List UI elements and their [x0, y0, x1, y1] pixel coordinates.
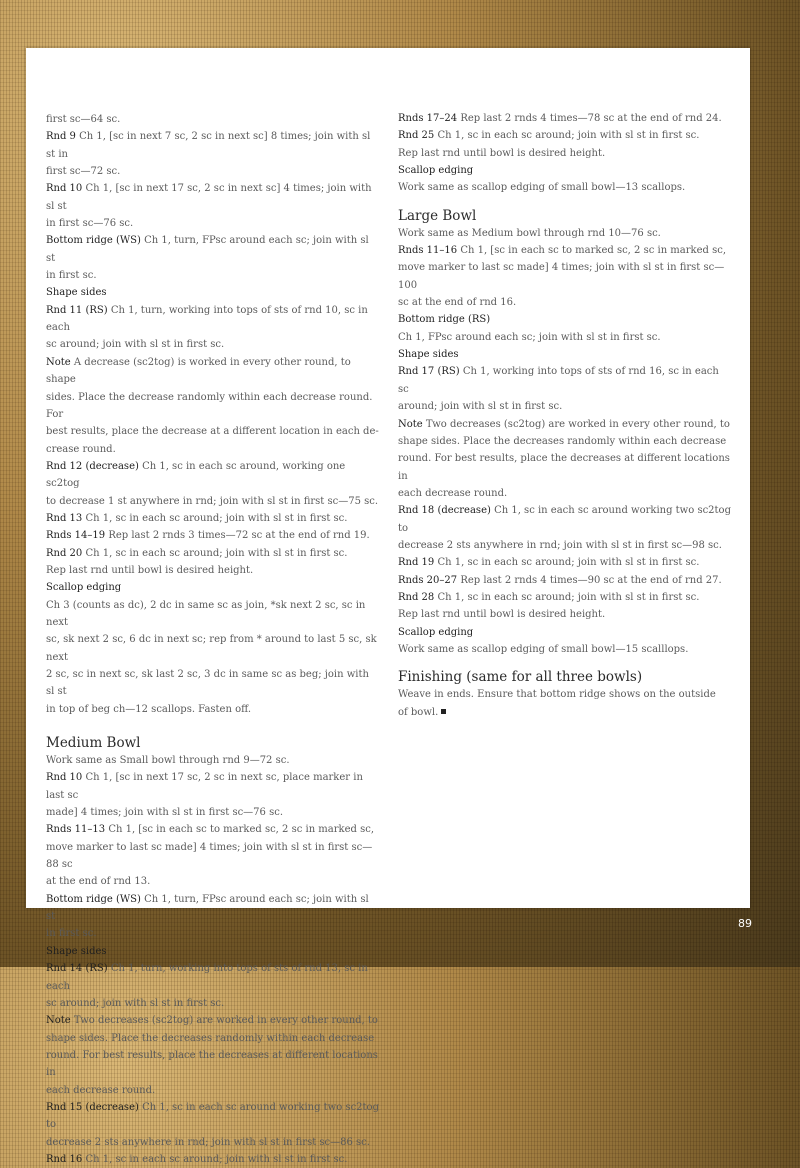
text-span: in first sc.	[46, 270, 97, 282]
text-line	[46, 1030, 380, 1047]
text-line	[46, 804, 380, 821]
text-line	[46, 336, 380, 353]
text-span: made] 4 times; join with sl st in first sc—76 sc.	[46, 807, 283, 819]
text-line	[46, 1082, 380, 1099]
text-line	[398, 329, 732, 346]
instruction-text: Ch 1, sc in each sc around; join with sl st in first sc.	[82, 1153, 348, 1165]
text-line	[398, 259, 732, 294]
text-span: Ch 3 (counts as dc), 2 dc in same sc as join, *sk next 2 sc, sc in next	[46, 599, 366, 628]
instruction-label: Rnds 11–16	[398, 245, 458, 257]
right-column	[398, 110, 732, 721]
text-line	[398, 398, 732, 415]
instruction-label: Rnd 28	[398, 591, 435, 603]
text-line	[46, 562, 380, 579]
text-span: Ch 1, FPsc around each sc; join with sl st in first sc.	[398, 331, 661, 343]
instruction-line	[46, 545, 380, 562]
text-line	[398, 606, 732, 623]
instruction-label: Rnd 20	[46, 547, 83, 559]
text-line	[46, 267, 380, 284]
text-span: sides. Place the decrease randomly within each decrease round. For	[46, 391, 373, 420]
instruction-label: Rnds 20–27	[398, 574, 458, 586]
text-line	[46, 1047, 380, 1082]
text-line	[46, 631, 380, 666]
text-span: in first sc.	[46, 928, 97, 940]
text-line	[46, 493, 380, 510]
spacer	[398, 658, 732, 668]
section-heading: Large Bowl	[398, 207, 477, 224]
page-number: 89	[738, 917, 752, 930]
text-line	[46, 925, 380, 942]
text-span: Work same as Small bowl through rnd 9—72 sc.	[46, 755, 290, 767]
text-line	[398, 485, 732, 502]
text-span: Rep last rnd until bowl is desired height.	[46, 564, 254, 576]
subheading: Bottom ridge (RS)	[398, 314, 491, 326]
instruction-label: Rnd 10	[46, 183, 83, 195]
left-column	[46, 111, 380, 1168]
instruction-line	[398, 363, 732, 398]
text-span: Rep last rnd until bowl is desired height.	[398, 609, 606, 621]
text-span: in first sc—76 sc.	[46, 218, 134, 230]
text-span: sc around; join with sl st in first sc.	[46, 997, 225, 1009]
subheading: Scallop edging	[398, 165, 474, 177]
instruction-label: Rnds 17–24	[398, 113, 458, 124]
text-span: to decrease 1 st anywhere in rnd; join with sl st in first sc—75 sc.	[46, 495, 379, 507]
instruction-line	[46, 821, 380, 838]
instruction-text: Rep last 2 rnds 4 times—90 sc at the end of rnd 27.	[457, 574, 722, 586]
instruction-text: Ch 1, turn, FPsc around each sc; join with sl st	[46, 235, 369, 264]
instruction-text: Ch 1, sc in each sc around; join with sl st in first sc.	[434, 557, 700, 569]
instruction-line	[46, 302, 380, 337]
instruction-label: Rnd 13	[46, 512, 83, 524]
instruction-text: Ch 1, [sc in each sc to marked sc, 2 sc in marked sc,	[105, 824, 375, 836]
instruction-label: Rnd 16	[46, 1153, 83, 1165]
instruction-line	[398, 554, 732, 571]
instruction-text: Ch 1, sc in each sc around; join with sl st in first sc.	[82, 547, 348, 559]
instruction-text: Ch 1, sc in each sc around, working one sc2tog	[46, 460, 346, 490]
text-span: crease round.	[46, 443, 116, 455]
text-span: round. For best results, place the decreases at different locations in	[46, 1049, 378, 1079]
subheading: Scallop edging	[46, 582, 122, 594]
text-span: first sc—72 sc.	[46, 166, 121, 178]
instruction-text: Ch 1, sc in each sc around working two sc2tog to	[398, 505, 731, 534]
text-span: first sc—64 sc.	[46, 114, 121, 125]
instruction-text: Ch 1, sc in each sc around; join with sl st in first sc.	[82, 512, 348, 524]
spacer	[398, 197, 732, 207]
instruction-label: Note	[46, 356, 71, 368]
instruction-line	[46, 128, 380, 163]
text-line	[46, 995, 380, 1012]
text-span: sc, sk next 2 sc, 6 dc in next sc; rep from * around to last 5 sc, sk next	[46, 634, 377, 663]
end-mark-icon	[441, 709, 446, 714]
instruction-label: Rnd 17 (RS)	[398, 366, 460, 378]
instruction-line	[46, 458, 380, 493]
instruction-label: Bottom ridge (WS)	[46, 235, 141, 247]
instruction-label: Rnd 14 (RS)	[46, 963, 108, 975]
instruction-label: Rnd 11 (RS)	[46, 304, 108, 316]
instruction-line	[398, 110, 732, 127]
instruction-text: Ch 1, sc in each sc around; join with sl st in first sc.	[434, 591, 700, 603]
instruction-label: Rnd 18 (decrease)	[398, 505, 491, 517]
text-span: move marker to last sc made] 4 times; join with sl st in first sc—88 sc	[46, 841, 373, 871]
instruction-text: Ch 1, [sc in next 7 sc, 2 sc in next sc] 8 times; join with sl st in	[46, 131, 371, 160]
text-span: each decrease round.	[46, 1084, 156, 1096]
instruction-text: Ch 1, turn, FPsc around each sc; join with sl st	[46, 893, 369, 923]
instruction-text: Ch 1, [sc in next 17 sc, 2 sc in next sc, place marker in last sc	[46, 772, 363, 801]
instruction-text: Two decreases (sc2tog) are worked in every other round, to	[422, 418, 730, 430]
instruction-label: Bottom ridge (WS)	[46, 893, 141, 905]
text-span: round. For best results, place the decreases at different locations in	[398, 453, 730, 482]
text-line	[46, 111, 380, 128]
text-line	[398, 537, 732, 554]
subheading: Scallop edging	[398, 626, 474, 638]
instruction-line	[398, 589, 732, 606]
spacer	[46, 718, 380, 734]
text-span: move marker to last sc made] 4 times; join with sl st in first sc—100	[398, 262, 725, 291]
instruction-label: Rnd 9	[46, 131, 76, 143]
instruction-label: Rnds 14–19	[46, 530, 106, 542]
text-line	[46, 215, 380, 232]
instruction-text: Ch 1, turn, working into tops of sts of rnd 13, sc in each	[46, 963, 368, 992]
text-line	[398, 294, 732, 311]
instruction-label: Note	[398, 418, 423, 430]
text-line	[46, 597, 380, 632]
text-line	[46, 423, 380, 440]
instruction-line	[46, 1099, 380, 1134]
instruction-label: Rnd 25	[398, 130, 435, 142]
text-line	[398, 686, 732, 703]
instruction-label: Rnd 19	[398, 557, 435, 569]
instruction-line	[46, 180, 380, 215]
instruction-line	[46, 510, 380, 527]
instruction-text: Ch 1, sc in each sc around working two sc2tog to	[46, 1101, 379, 1131]
text-span: Work same as Medium bowl through rnd 10—76 sc.	[398, 227, 661, 239]
instruction-line	[46, 232, 380, 267]
text-span: best results, place the decrease at a different location in each de-	[46, 426, 379, 438]
text-line	[398, 704, 732, 721]
text-line	[46, 752, 380, 769]
instruction-line	[46, 769, 380, 804]
text-span: sc at the end of rnd 16.	[398, 297, 517, 309]
instruction-line	[46, 1012, 380, 1029]
text-span: Work same as scallop edging of small bowl—15 scalllops.	[398, 643, 689, 655]
instruction-label: Rnd 12 (decrease)	[46, 460, 139, 472]
text-line	[46, 839, 380, 874]
text-span: shape sides. Place the decreases randomly within each decrease	[398, 435, 727, 447]
instruction-label: Note	[46, 1015, 71, 1027]
text-span: Weave in ends. Ensure that bottom ridge shows on the outside	[398, 689, 716, 701]
instruction-text: Ch 1, turn, working into tops of sts of rnd 10, sc in each	[46, 304, 368, 334]
text-line	[398, 145, 732, 162]
text-line	[46, 441, 380, 458]
instruction-label: Rnd 15 (decrease)	[46, 1101, 139, 1113]
text-span: 2 sc, sc in next sc, sk last 2 sc, 3 dc in same sc as beg; join with sl st	[46, 669, 369, 698]
text-span: decrease 2 sts anywhere in rnd; join with sl st in first sc—86 sc.	[46, 1136, 370, 1148]
instruction-line	[398, 242, 732, 259]
instruction-text: Ch 1, sc in each sc around; join with sl st in first sc.	[434, 130, 700, 142]
instruction-text: Rep last 2 rnds 3 times—72 sc at the end of rnd 19.	[105, 530, 370, 542]
text-span: of bowl.	[398, 706, 439, 718]
text-line	[46, 389, 380, 424]
instruction-line	[398, 502, 732, 537]
section-heading: Finishing (same for all three bowls)	[398, 669, 643, 686]
instruction-text: Ch 1, working into tops of sts of rnd 16, sc in each sc	[398, 366, 719, 395]
instruction-label: Rnds 11–13	[46, 824, 106, 836]
subheading: Shape sides	[398, 349, 459, 361]
instruction-line	[46, 354, 380, 389]
instruction-line	[398, 572, 732, 589]
instruction-line	[46, 1151, 380, 1168]
text-line	[398, 433, 732, 450]
text-span: in top of beg ch—12 scallops. Fasten off.	[46, 703, 252, 715]
text-line	[398, 450, 732, 485]
text-span: around; join with sl st in first sc.	[398, 401, 563, 413]
text-span: shape sides. Place the decreases randomly within each decrease	[46, 1032, 375, 1044]
text-line	[398, 179, 732, 196]
text-span: Rep last rnd until bowl is desired height.	[398, 147, 606, 159]
text-line	[46, 163, 380, 180]
subheading: Shape sides	[46, 287, 107, 299]
text-span: sc around; join with sl st in first sc.	[46, 339, 225, 351]
text-span: each decrease round.	[398, 487, 508, 499]
text-line	[46, 873, 380, 890]
text-line	[398, 225, 732, 242]
instruction-text: Ch 1, [sc in each sc to marked sc, 2 sc in marked sc,	[457, 245, 727, 257]
instruction-line	[46, 891, 380, 926]
text-span: Work same as scallop edging of small bowl—13 scallops.	[398, 182, 686, 194]
text-line	[46, 1134, 380, 1151]
text-span: at the end of rnd 13.	[46, 876, 151, 888]
text-span: decrease 2 sts anywhere in rnd; join with sl st in first sc—98 sc.	[398, 539, 722, 551]
instruction-line	[46, 527, 380, 544]
instruction-text: A decrease (sc2tog) is worked in every other round, to shape	[46, 356, 351, 386]
instruction-line	[398, 127, 732, 144]
text-line	[46, 701, 380, 718]
section-heading: Medium Bowl	[46, 735, 141, 752]
instruction-line	[46, 960, 380, 995]
text-line	[398, 641, 732, 658]
instruction-label: Rnd 10	[46, 772, 83, 784]
instruction-text: Two decreases (sc2tog) are worked in every other round, to	[70, 1015, 378, 1027]
instruction-text: Ch 1, [sc in next 17 sc, 2 sc in next sc] 4 times; join with sl st	[46, 183, 372, 212]
instruction-line	[398, 416, 732, 433]
subheading: Shape sides	[46, 945, 107, 957]
text-line	[46, 666, 380, 701]
instruction-text: Rep last 2 rnds 4 times—78 sc at the end of rnd 24.	[457, 113, 722, 124]
